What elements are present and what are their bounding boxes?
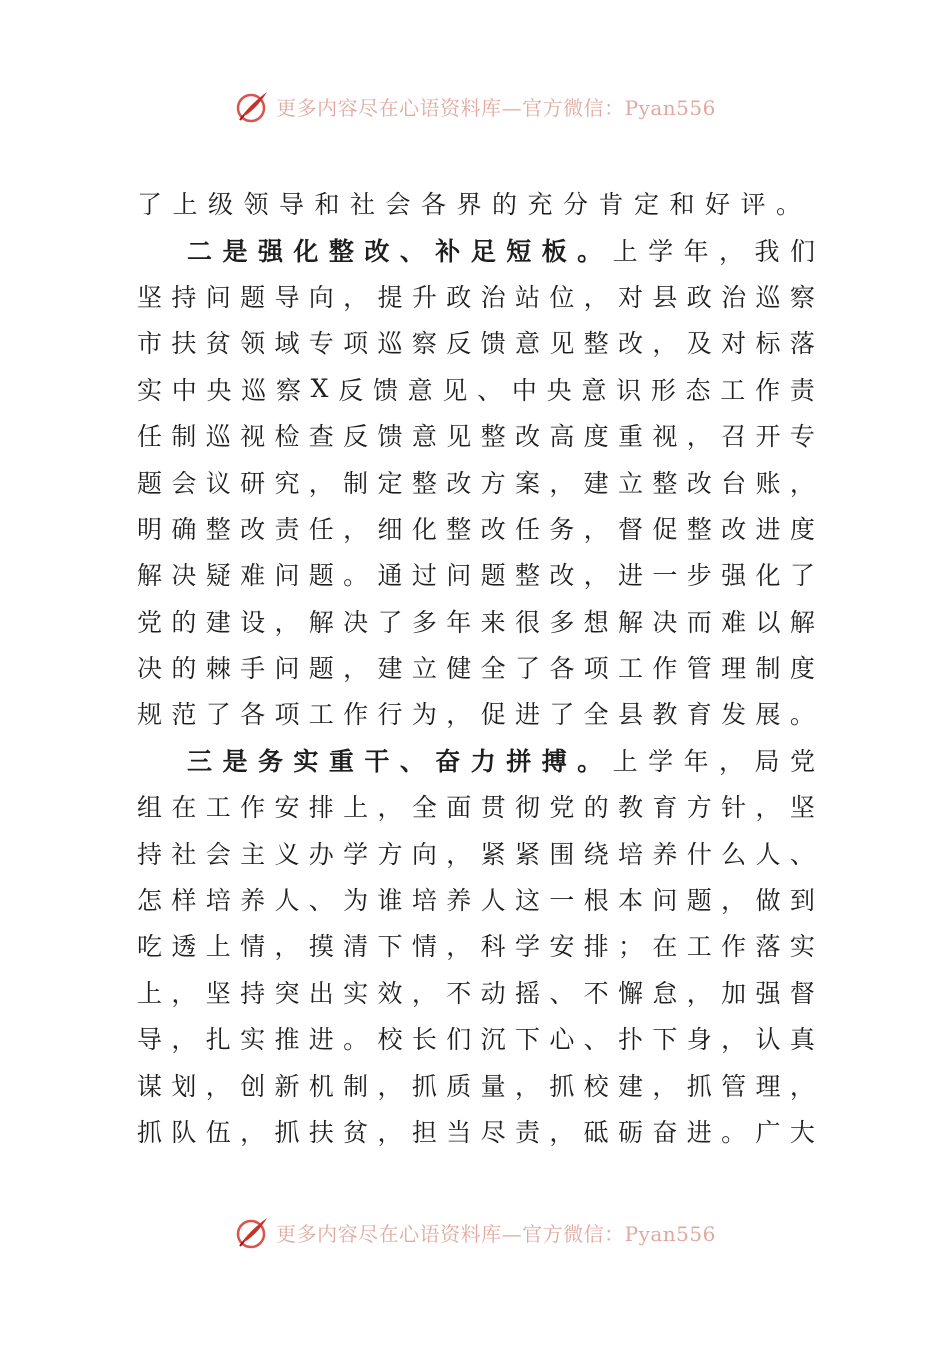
- quill-pen-logo-icon: [234, 1214, 270, 1250]
- text-line: 任 制 巡 视 检 查 反 馈 意 见 整 改 高 度 重 视 ， 召 开 专: [137, 422, 815, 452]
- text-line: 党 的 建 设 ， 解 决 了 多 年 来 很 多 想 解 决 而 难 以 解: [137, 607, 815, 637]
- text-line: 吃 透 上 情 ， 摸 清 下 情 ， 科 学 安 排 ； 在 工 作 落 实: [137, 932, 815, 962]
- text-line: 三 是 务 实 重 干 、 奋 力 拼 搏 。 上 学 年 ， 局 党: [187, 746, 815, 776]
- watermark-text: 更多内容尽在心语资料库—官方微信：Pyan556: [276, 1221, 716, 1246]
- line-text: 了上级领导和社会各界的充分肯定和好评。: [137, 190, 812, 220]
- footer-watermark: [0, 1212, 950, 1252]
- header-watermark: [0, 86, 950, 126]
- text-line: 市 扶 贫 领 域 专 项 巡 察 反 馈 意 见 整 改 ， 及 对 标 落: [137, 329, 815, 359]
- text-line: 怎 样 培 养 人 、 为 谁 培 养 人 这 一 根 本 问 题 ， 做 到: [137, 886, 815, 916]
- text-line: 解 决 疑 难 问 题 。 通 过 问 题 整 改 ， 进 一 步 强 化 了: [137, 561, 815, 591]
- text-line: 组 在 工 作 安 排 上 ， 全 面 贯 彻 党 的 教 育 方 针 ， 坚: [137, 793, 815, 823]
- quill-pen-logo-icon: [234, 88, 270, 124]
- text-line: 谋 划 ， 创 新 机 制 ， 抓 质 量 ， 抓 校 建 ， 抓 管 理 ，: [137, 1071, 815, 1101]
- text-line: 坚 持 问 题 导 向 ， 提 升 政 治 站 位 ， 对 县 政 治 巡 察: [137, 282, 815, 312]
- text-line: 抓 队 伍 ， 抓 扶 贫 ， 担 当 尽 责 ， 砥 砺 奋 进 。 广 大: [137, 1118, 815, 1147]
- text-line: 二 是 强 化 整 改 、 补 足 短 板 。 上 学 年 ， 我 们: [187, 236, 815, 266]
- text-line: 决 的 棘 手 问 题 ， 建 立 健 全 了 各 项 工 作 管 理 制 度: [137, 654, 815, 684]
- text-line: [137, 180, 815, 226]
- text-line: 明 确 整 改 责 任 ， 细 化 整 改 任 务 ， 督 促 整 改 进 度: [137, 514, 815, 544]
- text-line: 上 ， 坚 持 突 出 实 效 ， 不 动 摇 、 不 懈 怠 ， 加 强 督: [137, 978, 815, 1008]
- text-line: 导 ， 扎 实 推 进 。 校 长 们 沉 下 心 、 扑 下 身 ， 认 真: [137, 1025, 815, 1055]
- watermark-text: 更多内容尽在心语资料库—官方微信：Pyan556: [276, 95, 716, 120]
- text-line: 持 社 会 主 义 办 学 方 向 ， 紧 紧 围 绕 培 养 什 么 人 、: [137, 839, 815, 869]
- text-line: 规 范 了 各 项 工 作 行 为 ， 促 进 了 全 县 教 育 发 展 。: [137, 700, 815, 730]
- document-body: [137, 180, 815, 1154]
- text-line: 题 会 议 研 究 ， 制 定 整 改 方 案 ， 建 立 整 改 台 账 ，: [137, 468, 815, 498]
- text-line: 实 中 央 巡 察 X 反 馈 意 见 、 中 央 意 识 形 态 工 作 责: [137, 374, 815, 405]
